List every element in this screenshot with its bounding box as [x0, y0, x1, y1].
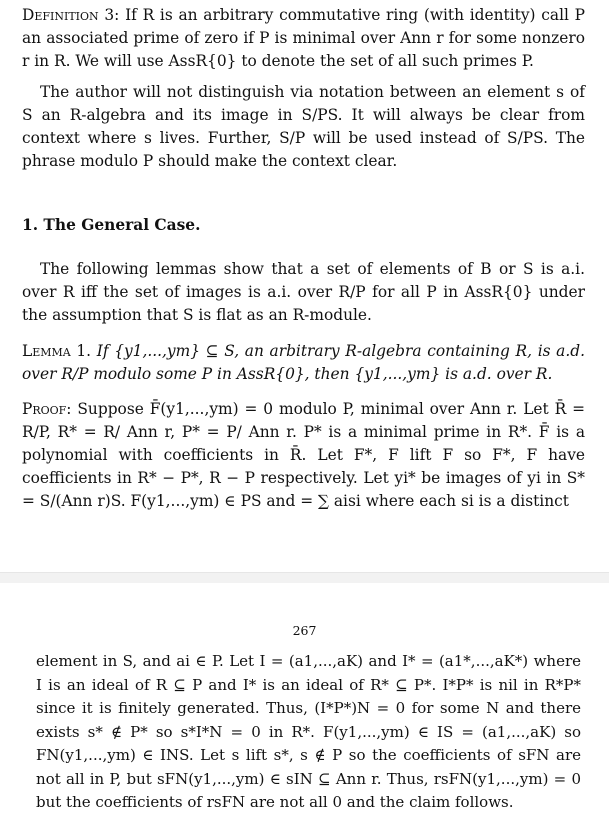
page-number: 267 — [292, 623, 317, 638]
proof-text: Suppose F̄(y1,...,ym) = 0 modulo P, minimal over Ann r. Let R̄ = R/P, R* = R/ Ann r, P* = P/ Ann r. P* is a minimal prime in R*. F̄ is a polynomial with coefficients in R̄. Let F*, F lift F so F*, F have coefficients in R* − P*, R − P respectively. Let yi* be images of yi in S* = S/(Ann r)S. F(y1,...,ym) ∈ PS and = ∑ aisi where each si is a distinct — [22, 400, 585, 510]
continuation-paragraph: element in S, and ai ∈ P. Let I = (a1,...,aK) and I* = (a1*,...,aK*) where I is an ideal of R ⊆ P and I* is an ideal of R* ⊆ P*. I*P* is nil in R*P* since it is finitely generated. Thus, (I*P*)N = 0 for some N and there exists s* ∉ P* so s*I*N = 0 in R*. F(y1,...,ym) ∈ IS = (a1,...,aK) so FN(y1,...,ym) ∈ INS. Let s lift s*, s ∉ P so the coefficients of sFN are not all in P, but sFN(y1,...,ym) ∈ sIN ⊆ Ann r. Thus, rsFN(y1,...,ym) = 0 but the coefficients of rsFN are not all 0 and the claim follows. — [36, 652, 581, 811]
author-note-text: The author will not distinguish via notation between an element s of S an R-algebra and its image in S/PS. It will always be clear from context where s lives. Further, S/P will be used instead of S/PS. The phrase modulo P should make the context clear. — [22, 83, 585, 170]
page-separator — [0, 572, 609, 583]
section-heading: 1. The General Case. — [22, 216, 201, 234]
definition-text: If R is an arbitrary commutative ring (with identity) call P an associated prime of zero if P is minimal over Ann r for some nonzero r in R. We will use AssR{0} to denote the set of all such primes P. — [22, 6, 585, 70]
lemma-text: If {y1,...,ym} ⊆ S, an arbitrary R-algebra containing R, is a.d. over R/P modulo some P in AssR{0}, then {y1,...,ym} is a.d. over R. — [22, 342, 585, 383]
lemmas-intro-paragraph — [22, 258, 585, 327]
lemma-label: Lemma 1. — [22, 342, 92, 360]
proof-paragraph — [22, 398, 585, 513]
proof-label: Proof: — [22, 400, 72, 418]
definition-paragraph — [22, 4, 585, 73]
lemmas-intro-text: The following lemmas show that a set of elements of B or S is a.i. over R iff the set of images is a.i. over R/P for all P in AssR{0} under the assumption that S is flat as an R-module. — [22, 260, 585, 324]
author-note-paragraph — [22, 81, 585, 173]
lemma-paragraph — [22, 340, 585, 386]
definition-label: Definition 3: — [22, 6, 120, 24]
